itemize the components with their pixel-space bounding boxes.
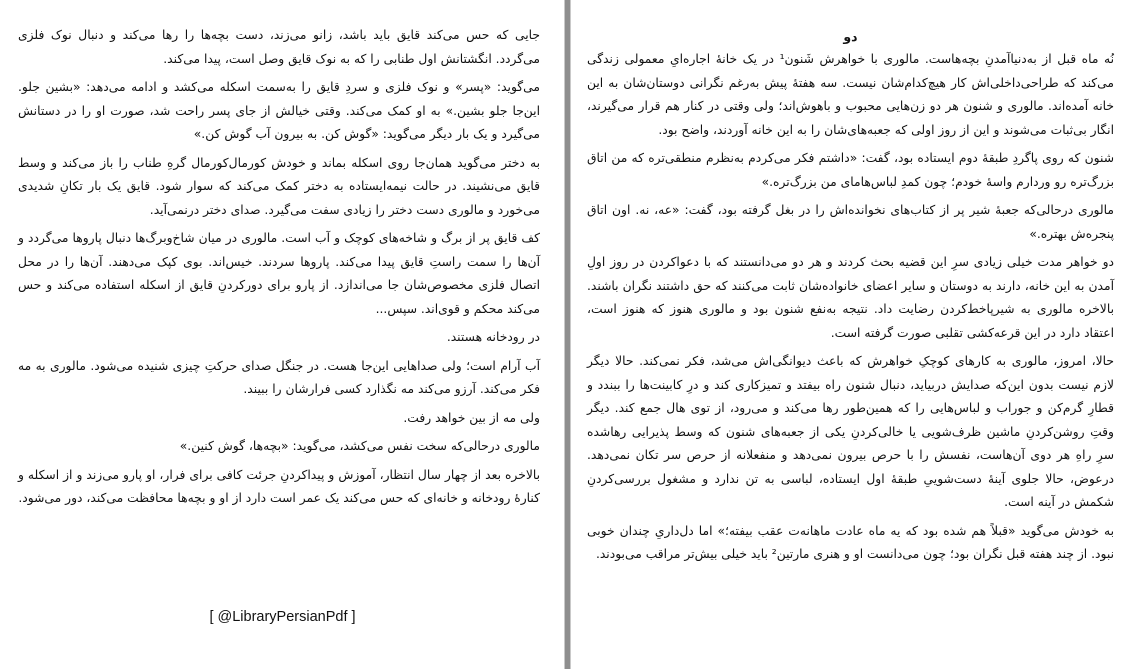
paragraph: به خودش می‌گوید «قبلاً هم شده بود که یه ماه عادت ماهانه‌ت عقب بیفته؛» اما دل‌داریِ چندان خوبی نبود. از چند هفته قبل نگران بود؛ چون می‌دانست او و هنری مارتین² باید خیلی بیش‌تر مراقب می‌بودند.	[587, 523, 1114, 561]
left-page	[0, 0, 565, 669]
paragraph: می‌گوید: «پسر» و نوک فلزی و سردِ قایق را به‌سمت اسکله می‌کشد و ادامه می‌دهد: «بشین جلو. این‌جا جلو بشین.» به او کمک می‌کند. وقتی خیالش از جای پسر راحت شد، صورت او را در دستانش می‌گیرد و یک بار دیگر می‌گوید: «گوش کن. به بیرون آب گوش کن.»	[18, 80, 540, 141]
paragraph: حالا، امروز، مالوری به کارهای کوچکِ خواهرش که باعث دیوانگی‌اش می‌شد، فکر نمی‌کند. حالا دیگر لازم نیست بدون این‌که صدایش دربیاید، دنبال شنون راه بیفتد و تمیزکاری کند و درِ کابینت‌ها را ببندد و قطارِ گرم‌کن و جوراب و لباس‌هایی را که همین‌طور رها می‌کند و می‌رود، از توی هال جمع کند. دیگر وقتِ روشن‌کردنِ ماشین ظرف‌شویی یا خالی‌کردنِ یکی از جعبه‌های شنون که وسط پذیرایی رهاشده سرِ راهِ هر دوی آن‌هاست، نفسش را با حرص بیرون نمی‌دهد و منفعلانه از حرص سر تکان نمی‌دهد. درعوض، حالا جلوی آینهٔ دست‌شوییِ طبقهٔ اول ایستاده، لباسی به تن ندارد و مشغول بررسی‌کردنِ شکمش در آینه است.	[587, 354, 1114, 509]
paragraph: کف قایق پر از برگ و شاخه‌های کوچک و آب است. مالوری در میان شاخ‌وبرگ‌ها دنبال پاروها می‌گردد و آن‌ها را سمت راستِ قایق پیدا می‌کند. پاروها سردند. خیس‌اند. بوی کپک می‌دهند. آن‌ها را در محل اتصال فلزی مخصوص‌شان جا می‌اندازد. از پارو برای دورکردنِ قایق از اسکله استفاده می‌کند و حس می‌کند محکم و قوی‌اند. سپس...	[18, 231, 540, 316]
chapter-heading: دو	[843, 29, 858, 44]
paragraph: جایی که حس می‌کند قایق باید باشد، زانو می‌زند، دست بچه‌ها را رها می‌کند و دنبال نوک فلزی می‌گردد. انگشتانش اول طنابی را که به نوک قایق وصل است، پیدا می‌کند.	[18, 28, 540, 66]
paragraph: در رودخانه هستند.	[446, 330, 540, 344]
right-page	[570, 0, 1144, 669]
paragraph: مالوری درحالی‌که سخت نفس می‌کشد، می‌گوید: «بچه‌ها، گوش کنین.»	[179, 439, 540, 453]
paragraph: آب آرام است؛ ولی صداهایی این‌جا هست. در جنگل صدای حرکتِ چیزی شنیده می‌شود. مالوری به مه فکر می‌کند. آرزو می‌کند مه نگذارد کسی فرارشان را ببیند.	[18, 358, 540, 396]
paragraph: به دختر می‌گوید همان‌جا روی اسکله بماند و خودش کورمال‌کورمال گرهِ طناب را باز می‌کند و وسط قایق می‌نشیند. در حالت نیمه‌ایستاده به دختر کمک می‌کند که سوار شود. قایق یک بار تکانِ شدیدی می‌خورد و مالوری دست دختر را زیادی سفت می‌گیرد. صدای دختر درنمی‌آید.	[18, 155, 540, 217]
paragraph: ولی مه از بین خواهد رفت.	[403, 410, 540, 425]
paragraph: دو خواهر مدت خیلی زیادی سرِ این قضیه بحث کردند و هر دو می‌دانستند که با دعواکردن در روز اولِ آمدن به این خانه، دارند به دوستان و سایر اعضای خانواده‌شان ثابت می‌کنند که حق داشتند نگران باشند. بالاخره مالوری به شیرپاخط‌کردن رضایت داد. نتیجه به‌نفع شنون بود و مالوری هنوز که هنوز است، اعتقاد دارد در این قرعه‌کشی تقلبی صورت گرفته است.	[587, 255, 1114, 340]
paragraph: مالوری درحالی‌که جعبهٔ شیر پر از کتاب‌های نخوانده‌اش را در بغل گرفته بود، گفت: «عه، نه. اون اتاق پنجره‌ش بهتره.»	[587, 203, 1114, 241]
paragraph: نُه ماه قبل از به‌دنیاآمدنِ بچه‌هاست. مالوری با خواهرش شَنون¹ در یک خانهٔ اجاره‌ایِ معمولی زندگی می‌کند که طراحی‌داخلی‌اش کار هیچ‌کدام‌شان نیست. سه هفتهٔ پیش به‌رغم نگرانی دوستان‌شان به این خانه آمده‌اند. مالوری و شنون هر دو زن‌هایی محبوب و باهوش‌اند؛ ولی وقتی در کنار هم قرار می‌گیرند، انگار بی‌ثبات می‌شوند و این از روز اولی که جعبه‌های‌شان را به این خانه آوردند، واضح بود.	[587, 52, 1114, 137]
left-page-text	[18, 24, 540, 516]
channel-watermark: [ @LibraryPersianPdf ]	[209, 609, 356, 625]
paragraph: بالاخره بعد از چهار سال انتظار، آموزش و پیداکردنِ جرئت کافی برای فرار، او پارو می‌زند و از اسکله و کنارهٔ رودخانه و خانه‌ای که حس می‌کند یک عمر است دارد از او و بچه‌ها محافظت می‌کند، دور می‌شود.	[18, 467, 540, 505]
paragraph: شنون که روی پاگردِ طبقهٔ دوم ایستاده بود، گفت: «داشتم فکر می‌کردم به‌نظرم منطقی‌تره که من اتاق بزرگ‌تره رو وردارم واسهٔ خودم؛ چون کمدِ لباس‌هامای من بزرگ‌تره.»	[587, 151, 1114, 189]
right-page-text	[587, 24, 1114, 572]
